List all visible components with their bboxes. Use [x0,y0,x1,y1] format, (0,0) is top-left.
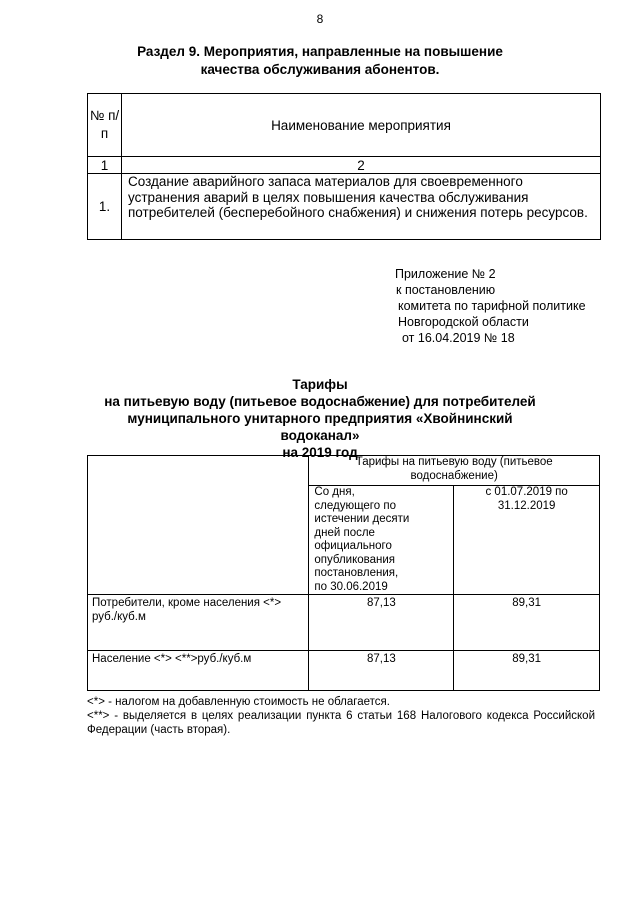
appendix-line4: Новгородской области [398,315,529,329]
tariff-header-main: Тарифы на питьевую воду (питьевое водоснабжение) [309,456,600,486]
table-header-row [88,94,601,157]
appendix-line3: комитета по тарифной политике [398,299,586,313]
row-num: 1. [88,174,122,240]
tariff-header-empty [88,456,309,595]
row-text: Создание аварийного запаса материалов для своевременного устранения аварий в целях повышения качества обслуживания потребителей (бесперебойного снабжения) и снижения потерь ресурсов. [122,174,601,240]
tariff-period2: с 01.07.2019 по 31.12.2019 [454,486,600,595]
tariffs-title-line2: на питьевую воду (питьевое водоснабжение) для потребителей [104,394,536,409]
header-num: № п/п [88,94,122,157]
footnote-1: <*> - налогом на добавленную стоимость не облагается. [87,696,390,708]
appendix-block [395,266,586,346]
tariff-header-row [88,456,600,486]
tariff-period1: Со дня, следующего по истечении десяти дней после официального опубликования постановления, по 30.06.2019 [309,486,454,595]
table-index-row [88,157,601,174]
header-name: Наименование мероприятия [122,94,601,157]
appendix-line2: к постановлению [396,283,496,297]
tariff-row-v1: 87,13 [309,651,454,691]
footnotes [87,695,595,737]
section9-title-line1: Раздел 9. Мероприятия, направленные на повышение [137,44,503,59]
tariffs-title-line1: Тарифы [292,377,348,392]
tariff-row-label: Население <*> <**>руб./куб.м [88,651,309,691]
col-index-2: 2 [122,157,601,174]
footnote-2: <**> - выделяется в целях реализации пункта 6 статьи 168 Налогового кодекса Российской Федерации (часть вторая). [87,710,595,736]
tariffs-title [90,376,550,461]
appendix-line5: от 16.04.2019 № 18 [402,331,515,345]
page-number: 8 [316,12,324,26]
tariff-row-v1: 87,13 [309,595,454,651]
table-row [88,595,600,651]
tariffs-title-line4: на 2019 год [282,445,358,460]
measures-table [87,93,601,240]
tariff-table [87,455,600,691]
tariff-row-label: Потребители, кроме населения <*> руб./куб.м [88,595,309,651]
table-row [88,651,600,691]
tariff-row-v2: 89,31 [454,595,600,651]
col-index-1: 1 [88,157,122,174]
tariff-row-v2: 89,31 [454,651,600,691]
table-row [88,174,601,240]
tariffs-title-line3: муниципального унитарного предприятия «Хвойнинский водоканал» [127,411,513,443]
section9-title [100,43,540,79]
appendix-line1: Приложение № 2 [395,267,496,281]
section9-title-line2: качества обслуживания абонентов. [200,62,440,77]
